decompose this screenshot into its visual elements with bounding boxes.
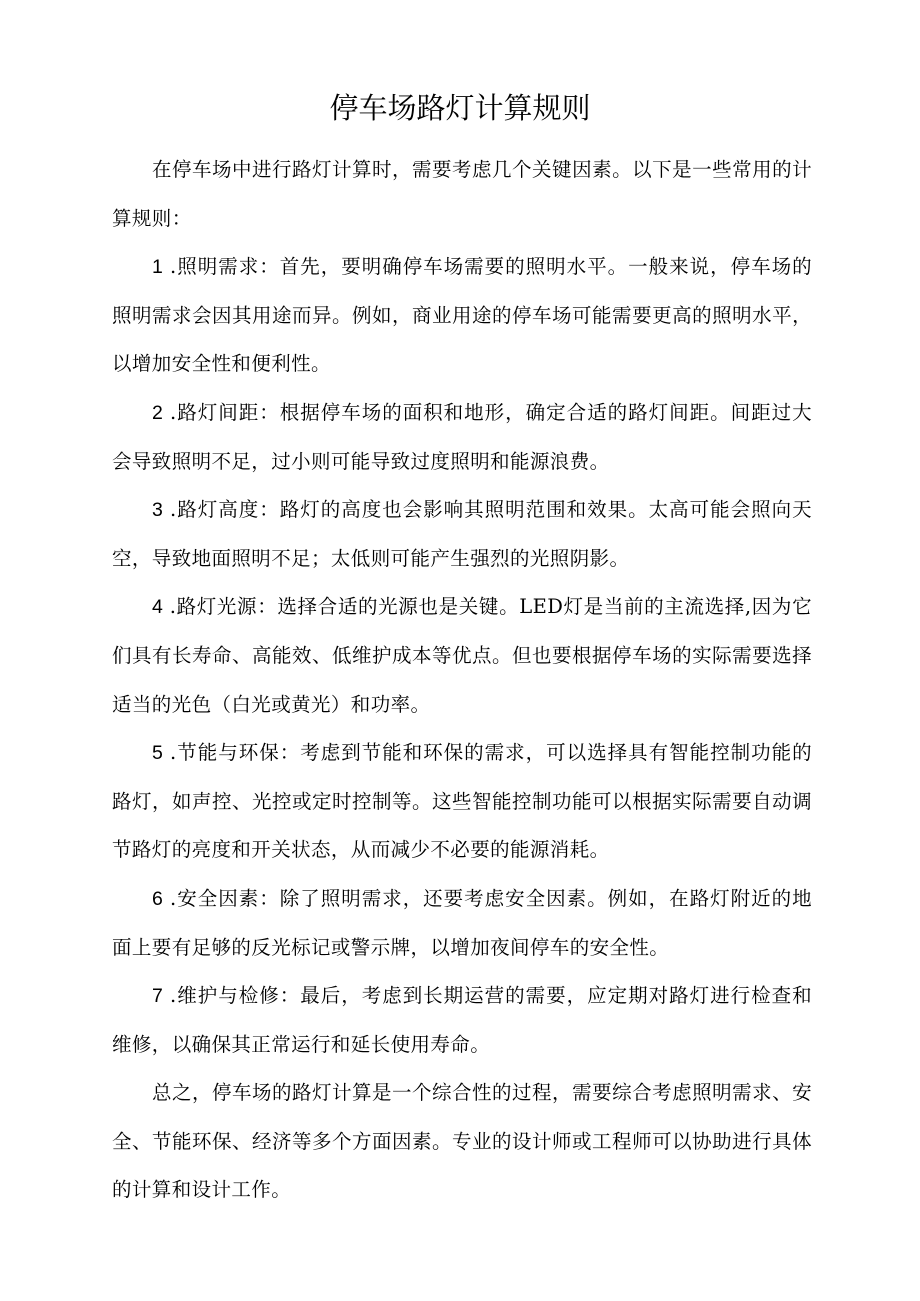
rule-item-5 [112,729,812,875]
intro-paragraph: 在停车场中进行路灯计算时，需要考虑几个关键因素。以下是一些常用的计算规则： [112,158,812,230]
rule-text: .节能与环保：考虑到节能和环保的需求，可以选择具有智能控制功能的路灯，如声控、光控或定时控制等。这些智能控制功能可以根据实际需要自动调节路灯的亮度和开关状态，从而减少不必要的能源消耗。 [112,741,812,862]
rule-text: .路灯间距：根据停车场的面积和地形，确定合适的路灯间距。间距过大会导致照明不足，过小则可能导致过度照明和能源浪费。 [112,400,812,473]
rule-text: .照明需求：首先，要明确停车场需要的照明水平。一般来说，停车场的照明需求会因其用途而异。例如，商业用途的停车场可能需要更高的照明水平，以增加安全性和便利性。 [112,255,812,376]
rule-number: 2 [152,401,163,424]
rule-item-4 [112,583,812,729]
rule-text: .路灯光源：选择合适的光源也是关键。LED灯是当前的主流选择,因为它们具有长寿命、高能效、低维护成本等优点。但也要根据停车场的实际需要选择适当的光色（白光或黄光）和功率。 [112,595,812,716]
rule-item-3 [112,486,812,583]
conclusion-paragraph: 总之，停车场的路灯计算是一个综合性的过程，需要综合考虑照明需求、安全、节能环保、经济等多个方面因素。专业的设计师或工程师可以协助进行具体的计算和设计工作。 [112,1081,812,1202]
rule-number: 7 [152,985,163,1008]
rule-number: 5 [152,742,163,765]
rule-number: 6 [152,887,163,910]
rule-number: 3 [152,499,163,522]
document-body [112,146,812,1215]
rule-number: 4 [152,596,163,619]
rule-text: .安全因素：除了照明需求，还要考虑安全因素。例如，在路灯附近的地面上要有足够的反光标记或警示牌，以增加夜间停车的安全性。 [112,886,812,959]
rule-item-7 [112,972,812,1069]
rule-text: .路灯高度：路灯的高度也会影响其照明范围和效果。太高可能会照向天空，导致地面照明不足；太低则可能产生强烈的光照阴影。 [112,498,812,570]
rule-item-1 [112,243,812,389]
rule-item-6 [112,875,812,972]
rule-item-2 [112,389,812,486]
document-title: 停车场路灯计算规则 [329,91,591,125]
rule-text: .维护与检修：最后，考虑到长期运营的需要，应定期对路灯进行检查和维修，以确保其正常运行和延长使用寿命。 [112,984,812,1056]
rule-number: 1 [152,256,163,279]
